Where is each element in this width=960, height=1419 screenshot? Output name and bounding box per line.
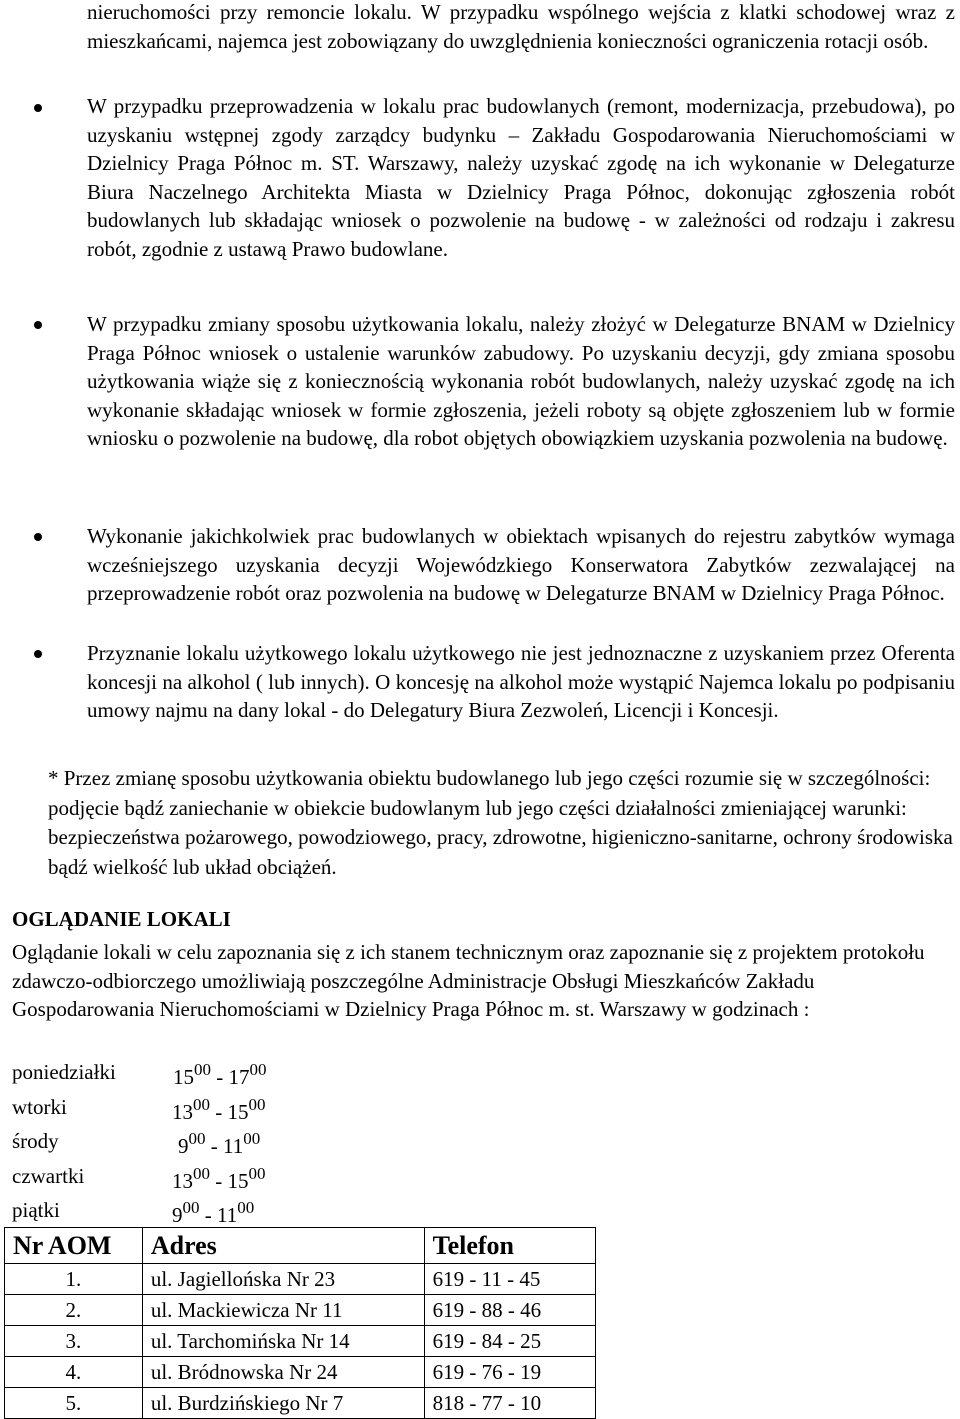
hours-time: $9^{00} - 11^{00}$ bbox=[178, 1129, 261, 1158]
table-row bbox=[5, 1264, 596, 1295]
paragraph-continuation: nieruchomości przy remoncie lokalu. W przypadku wspólnego wejścia z klatki schodowej wraz z mieszkańcami, najemca jest zobowiązany do uwzględnienia konieczności ograniczenia rotacji osób. bbox=[87, 0, 955, 53]
bullet-icon bbox=[34, 533, 42, 541]
bullet-icon bbox=[34, 650, 42, 658]
cell-nr: 1. bbox=[5, 1264, 143, 1295]
table-header-row bbox=[5, 1228, 596, 1264]
cell-address: ul. Tarchomińska Nr 14 bbox=[142, 1326, 424, 1357]
table-row bbox=[5, 1388, 596, 1419]
aom-table bbox=[4, 1227, 596, 1419]
footnote-change-of-use: * Przez zmianę sposobu użytkowania obiektu budowlanego lub jego części rozumie się w szczególności: podjęcie bądź zaniechanie w obiekcie budowlanym lub jego części działalności zmieniającej warunki: bezpieczeństwa pożarowego, powodziowego, pracy, zdrowotne, higieniczno-sanitarne, ochrony środowiska bądź wielkość lub układ obciążeń. bbox=[48, 766, 953, 879]
header-nr-aom: Nr AOM bbox=[5, 1228, 143, 1264]
hours-day: piątki bbox=[12, 1198, 60, 1222]
cell-phone: 619 - 11 - 45 bbox=[424, 1264, 595, 1295]
hours-time: $13^{00} - 15^{00}$ bbox=[172, 1095, 266, 1124]
hours-time: $15^{00} - 17^{00}$ bbox=[173, 1060, 267, 1089]
bullet-paragraph-change-of-use: W przypadku zmiany sposobu użytkowania lokalu, należy złożyć w Delegaturze BNAM w Dzielnicy Praga Północ wniosek o ustalenie warunków zabudowy. Po uzyskaniu decyzji, gdy zmiana sposobu użytkowania wiąże się z koniecznością wykonania robót budowlanych, należy uzyskać zgodę na ich wykonanie składając wniosek w formie zgłoszenia, jeżeli roboty są objęte zgłoszeniem lub w formie wniosku o pozwolenie na budowę, dla robot objętych obowiązkiem uzyskania pozwolenia na budowę. bbox=[87, 312, 955, 450]
hours-day: wtorki bbox=[12, 1095, 67, 1119]
section-text: Oglądanie lokali w celu zapoznania się z ich stanem technicznym oraz zapoznanie się z projektem protokołu zdawczo-odbiorczego umożliwiają poszczególne Administracje Obsługi Mieszkańców Zakładu Gospodarowania Nieruchomościami w Dzielnicy Praga Północ m. st. Warszawy w godzinach : bbox=[12, 940, 925, 1021]
table-row bbox=[5, 1295, 596, 1326]
bullet-icon bbox=[34, 321, 42, 329]
header-telefon: Telefon bbox=[424, 1228, 595, 1264]
cell-address: ul. Jagiellońska Nr 23 bbox=[142, 1264, 424, 1295]
hours-day: czwartki bbox=[12, 1164, 85, 1188]
cell-nr: 3. bbox=[5, 1326, 143, 1357]
hours-day: środy bbox=[12, 1129, 59, 1153]
cell-nr: 4. bbox=[5, 1357, 143, 1388]
bullet-icon bbox=[34, 104, 42, 112]
table-row bbox=[5, 1326, 596, 1357]
section-heading: OGLĄDANIE LOKALI bbox=[12, 907, 231, 931]
hours-time: $9^{00} - 11^{00}$ bbox=[172, 1198, 255, 1227]
cell-phone: 619 - 76 - 19 bbox=[424, 1357, 595, 1388]
bullet-paragraph-monuments: Wykonanie jakichkolwiek prac budowlanych w obiektach wpisanych do rejestru zabytków wymaga wcześniejszego uzyskania decyzji Wojewódzkiego Konserwatora Zabytków zezwalającej na przeprowadzenie robót oraz pozwolenia na budowę w Delegaturze BNAM w Dzielnicy Praga Północ. bbox=[87, 524, 955, 605]
cell-nr: 5. bbox=[5, 1388, 143, 1419]
cell-address: ul. Mackiewicza Nr 11 bbox=[142, 1295, 424, 1326]
header-adres: Adres bbox=[142, 1228, 424, 1264]
cell-address: ul. Burdzińskiego Nr 7 bbox=[142, 1388, 424, 1419]
hours-day: poniedziałki bbox=[12, 1060, 116, 1084]
hours-time: $13^{00} - 15^{00}$ bbox=[172, 1164, 266, 1193]
cell-phone: 619 - 88 - 46 bbox=[424, 1295, 595, 1326]
cell-address: ul. Bródnowska Nr 24 bbox=[142, 1357, 424, 1388]
cell-nr: 2. bbox=[5, 1295, 143, 1326]
bullet-paragraph-alcohol-license: Przyznanie lokalu użytkowego lokalu użytkowego nie jest jednoznaczne z uzyskaniem przez Oferenta koncesji na alkohol ( lub innych). O koncesję na alkohol może wystąpić Najemca lokalu po podpisaniu umowy najmu na dany lokal - do Delegatury Biura Zezwoleń, Licencji i Koncesji. bbox=[87, 641, 955, 722]
cell-phone: 818 - 77 - 10 bbox=[424, 1388, 595, 1419]
table-row bbox=[5, 1357, 596, 1388]
bullet-paragraph-construction: W przypadku przeprowadzenia w lokalu prac budowlanych (remont, modernizacja, przebudowa), po uzyskaniu wstępnej zgody zarządcy budynku – Zakładu Gospodarowania Nieruchomościami w Dzielnicy Praga Północ m. ST. Warszawy, należy uzyskać zgodę na ich wykonanie w Delegaturze Biura Naczelnego Architekta Miasta w Dzielnicy Praga Północ, dokonując zgłoszenia robót budowlanych lub składając wniosek o pozwolenie na budowę - w zależności od rodzaju i zakresu robót, zgodnie z ustawą Prawo budowlane. bbox=[87, 94, 955, 261]
cell-phone: 619 - 84 - 25 bbox=[424, 1326, 595, 1357]
